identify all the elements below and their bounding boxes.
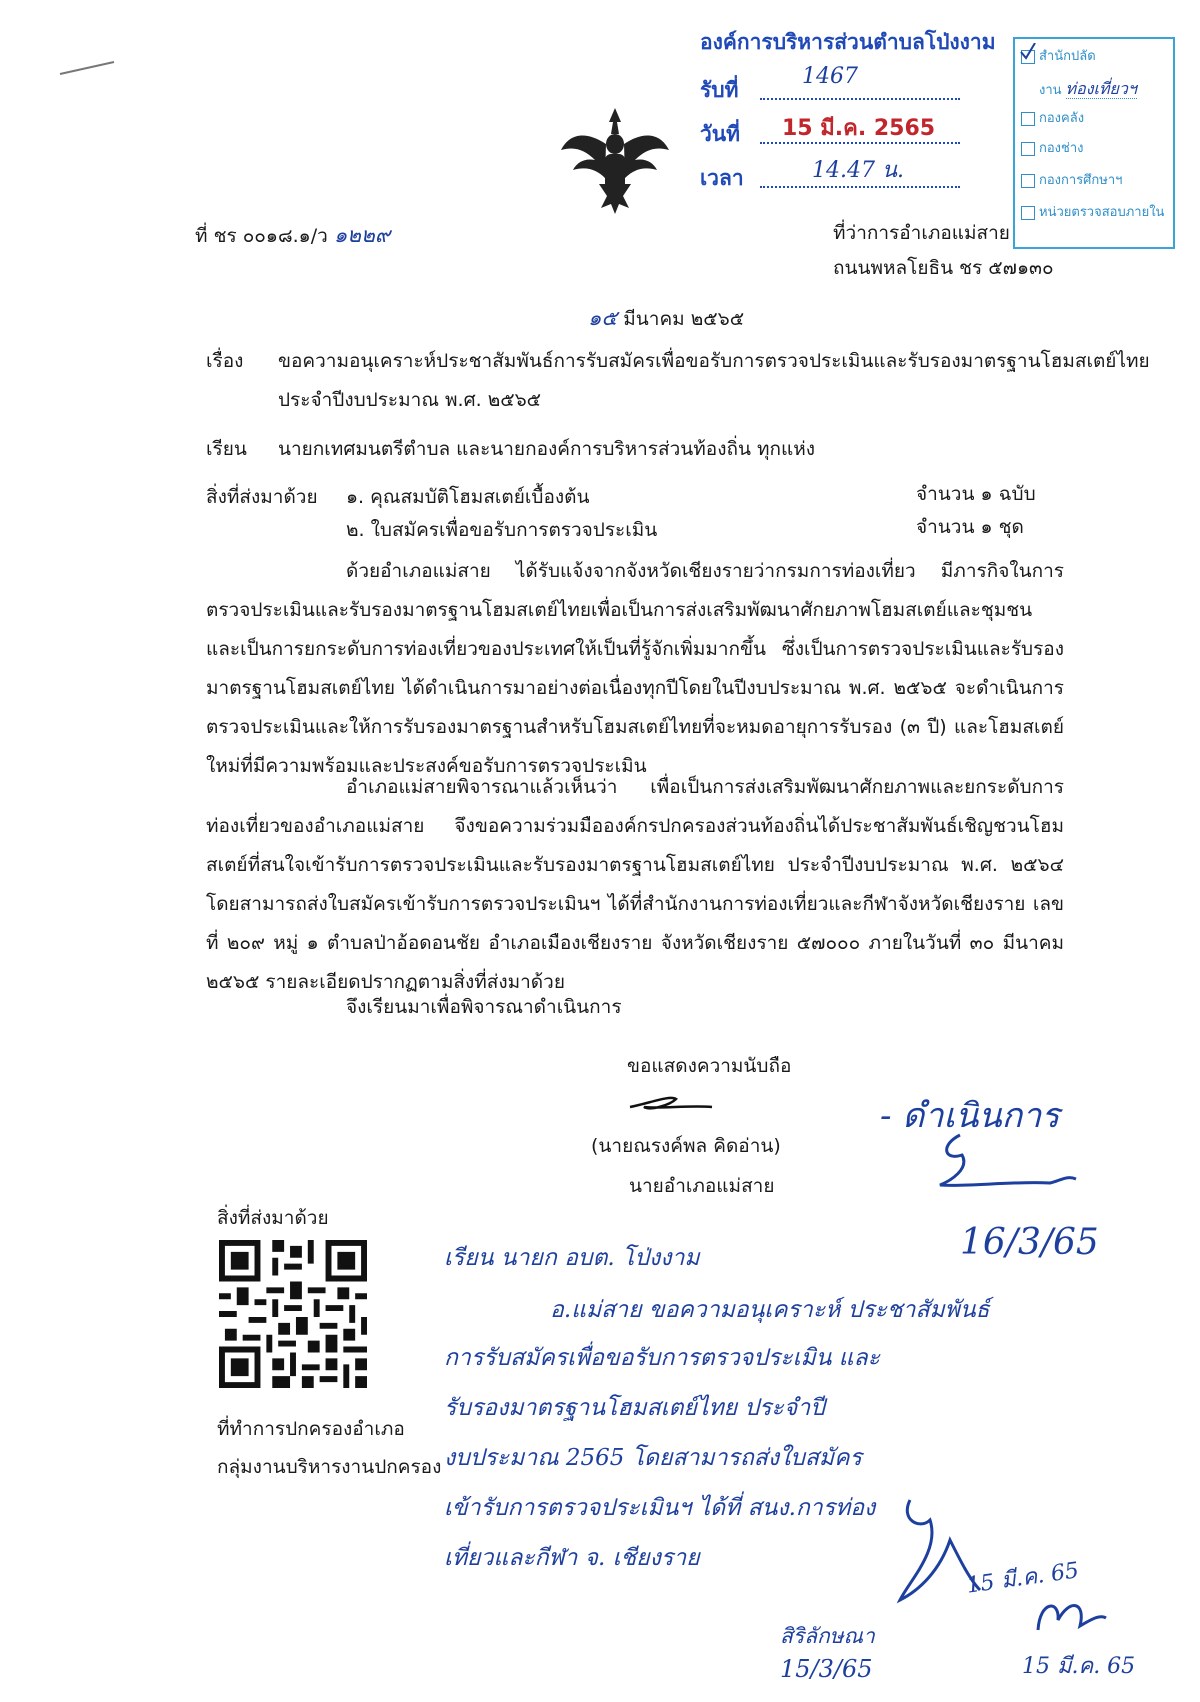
subject-label: เรื่อง: [206, 350, 244, 372]
footer-line-1: ที่ทำการปกครองอำเภอ: [217, 1418, 405, 1440]
handwritten-signature-3: [1030, 1590, 1110, 1640]
checkbox-icon: [1021, 142, 1035, 156]
memo-signer: สิริลักษณา: [780, 1624, 875, 1648]
signer-name: (นายณรงค์พล คิดอ่าน): [591, 1135, 781, 1157]
subject-line2: ประจำปีงบประมาณ พ.ศ. ๒๕๖๕: [278, 389, 542, 411]
enclosure-qty: จำนวน ๑ ชุด: [916, 516, 1024, 538]
route-item-office: สำนักปลัด: [1021, 45, 1096, 66]
route-item-audit: หน่วยตรวจสอบภายใน: [1021, 201, 1164, 222]
body-paragraph-2: อำเภอแม่สายพิจารณาแล้วเห็นว่า เพื่อเป็นการส่งเสริมพัฒนาศักยภาพและยกระดับการท่องเที่ยวของอำเภอแม่สาย จึงขอความร่วมมือองค์กรปกครองส่วนท้องถิ่นได้ประชาสัมพันธ์เชิญชวนโฮมสเตย์ที่สนใจเข้ารับการตรวจประเมินและรับรองมาตรฐานโฮมสเตย์ไทย ประจำปีงบประมาณ พ.ศ. ๒๕๖๔ โดยสามารถส่งใบสมัครเข้ารับการตรวจประเมินฯ ได้ที่สำนักงานการท่องเที่ยวและกีฬาจังหวัดเชียงราย เลขที่ ๒๐๙ หมู่ ๑ ตำบลป่าอ้อดอนชัย อำเภอเมืองเชียงราย จังหวัดเชียงราย ๕๗๐๐๐ ภายในวันที่ ๓๐ มีนาคม ๒๕๖๕ รายละเอียดปรากฏตามสิ่งที่ส่งมาด้วย: [206, 776, 1064, 993]
memo-line: เข้ารับการตรวจประเมินฯ ได้ที่ สนง.การท่อง: [444, 1495, 876, 1521]
received-stamp: [694, 26, 996, 202]
side-date: 16/3/65: [960, 1222, 1099, 1263]
checkbox-icon: [1021, 174, 1035, 188]
checkbox-checked-icon: [1021, 50, 1035, 64]
memo-line: งบประมาณ 2565 โดยสามารถส่งใบสมัคร: [444, 1445, 862, 1471]
closing-line: จึงเรียนมาเพื่อพิจารณาดำเนินการ: [346, 996, 622, 1018]
stamp-date-label: วันที่: [700, 122, 740, 146]
to-text: นายกเทศมนตรีตำบล และนายกองค์การบริหารส่วนท้องถิ่น ทุกแห่ง: [278, 438, 816, 460]
enclosure-qty: จำนวน ๑ ฉบับ: [916, 483, 1036, 505]
memo-line: อ.แม่สาย ขอความอนุเคราะห์ ประชาสัมพันธ์: [550, 1297, 990, 1323]
route-item-engineering: กองช่าง: [1021, 137, 1084, 158]
route-item-education: กองการศึกษาฯ: [1021, 169, 1122, 190]
stamp-time-label: เวลา: [700, 166, 744, 190]
footer-line-2: กลุ่มงานบริหารงานปกครอง: [217, 1456, 442, 1478]
enclosure-label: สิ่งที่ส่งมาด้วย: [206, 486, 318, 508]
enclosure-item: ๑. คุณสมบัติโฮมสเตย์เบื้องต้น: [346, 486, 590, 508]
stamp-no-value: 1467: [802, 64, 858, 89]
qr-caption: สิ่งที่ส่งมาด้วย: [217, 1207, 329, 1229]
body-paragraph-1: ด้วยอำเภอแม่สาย ได้รับแจ้งจากจังหวัดเชียงรายว่ากรมการท่องเที่ยว มีภารกิจในการตรวจประเมินและรับรองมาตรฐานโฮมสเตย์ไทยเพื่อเป็นการส่งเสริมพัฒนาศักยภาพโฮมสเตย์และชุมชน และเป็นการยกระดับการท่องเที่ยวของประเทศให้เป็นที่รู้จักเพิ่มมากขึ้น ซึ่งเป็นการตรวจประเมินและรับรองมาตรฐานโฮมสเตย์ไทย ได้ดำเนินการมาอย่างต่อเนื่องทุกปีโดยในปีงบประมาณ พ.ศ. ๒๕๖๕ จะดำเนินการตรวจประเมินและให้การรับรองมาตรฐานสำหรับโฮมสเตย์ไทยที่จะหมดอายุการรับรอง (๓ ปี) และโฮมสเตย์ใหม่ที่มีความพร้อมและประสงค์ขอรับการตรวจประเมิน: [206, 560, 1064, 777]
memo-line: การรับสมัครเพื่อขอรับการตรวจประเมิน และ: [444, 1345, 880, 1371]
side-signature: [900, 1125, 1080, 1205]
route-item-work: งาน ท่องเที่ยวฯ: [1039, 79, 1137, 98]
issuer-address: ถนนพหลโยธิน ชร ๕๗๑๓๐: [833, 257, 1054, 279]
signer-title: นายอำเภอแม่สาย: [629, 1175, 775, 1197]
memo-line: รับรองมาตรฐานโฮมสเตย์ไทย ประจำปี: [444, 1395, 825, 1421]
checkbox-icon: [1021, 206, 1035, 220]
stamp-org: องค์การบริหารส่วนตำบลโป่งงาม: [700, 30, 996, 54]
stamp-no-label: รับที่: [700, 78, 739, 102]
checkbox-icon: [1021, 112, 1035, 126]
regards: ขอแสดงความนับถือ: [627, 1055, 792, 1077]
sig2-date: 15 มี.ค. 65: [964, 1558, 1081, 1599]
memo-date: 15/3/65: [780, 1655, 873, 1683]
issuer-office: ที่ว่าการอำเภอแม่สาย: [833, 222, 1010, 244]
ref-no: ที่ ชร ๐๐๑๘.๑/ว ๑๒๒๙: [195, 223, 391, 247]
enclosure-item: ๒. ใบสมัครเพื่อขอรับการตรวจประเมิน: [346, 519, 658, 541]
doc-date: ๑๕ มีนาคม ๒๕๖๕: [588, 306, 745, 330]
signature: [620, 1085, 720, 1125]
memo-line: เรียน นายก อบต. โป่งงาม: [444, 1245, 700, 1271]
route-item-finance: กองคลัง: [1021, 107, 1084, 128]
qr-code: [219, 1240, 367, 1388]
side-note: - ดำเนินการ: [880, 1096, 1060, 1136]
stamp-time-value: 14.47 น.: [812, 158, 905, 183]
garuda-emblem: [555, 100, 675, 220]
memo-line: เที่ยวและกีฬา จ. เชียงราย: [444, 1545, 700, 1571]
to-label: เรียน: [206, 438, 247, 460]
subject-line1: ขอความอนุเคราะห์ประชาสัมพันธ์การรับสมัครเพื่อขอรับการตรวจประเมินและรับรองมาตรฐานโฮมสเตย์ไทย: [278, 350, 1150, 372]
routing-stamp: [1013, 37, 1175, 249]
stamp-date-value: 15 มี.ค. 2565: [782, 116, 936, 141]
sig3-date: 15 มี.ค. 65: [1022, 1654, 1136, 1679]
pen-mark: [58, 58, 118, 78]
